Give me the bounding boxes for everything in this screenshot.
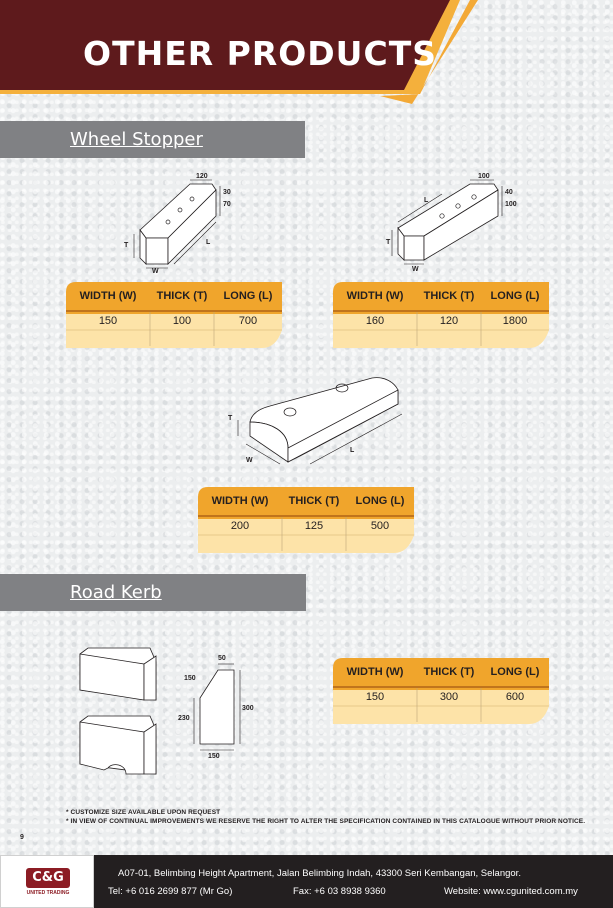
table-row (333, 312, 549, 330)
page-number: 9 (20, 834, 24, 841)
spec-table-4 (333, 654, 549, 724)
dim-w: W (152, 268, 159, 274)
logo-subtitle: UNITED TRADING (26, 890, 70, 896)
dim-w: W (412, 266, 419, 273)
dim-height: 300 (242, 705, 254, 712)
footer-website[interactable]: Website: www.cgunited.com.my (444, 886, 578, 897)
header-width: WIDTH (W) (346, 666, 404, 678)
note-customize: * CUSTOMIZE SIZE AVAILABLE UPON REQUEST (66, 809, 221, 816)
cell-thick: 100 (172, 315, 192, 327)
section-title: Wheel Stopper (70, 129, 203, 150)
table-header-row (333, 283, 549, 309)
note-disclaimer: * IN VIEW OF CONTINUAL IMPROVEMENTS WE RESERVE THE RIGHT TO ALTER THE SPECIFICATION CONTAINED IN THIS CATALOGUE WITHOUT PRIOR NOTICE. (66, 818, 586, 825)
table-header-row (198, 488, 414, 514)
table-row (333, 688, 549, 706)
dim-top: 50 (218, 655, 226, 662)
section-title: Road Kerb (70, 582, 162, 603)
dim-t: T (228, 415, 233, 422)
company-logo: C&G (26, 868, 70, 888)
dim-top: 100 (478, 173, 490, 180)
section-bar-wheel-stopper (0, 121, 305, 158)
header-long: LONG (L) (355, 495, 405, 507)
dim-l: L (424, 197, 429, 204)
header-width: WIDTH (W) (211, 495, 269, 507)
road-kerb-drawing-1 (74, 644, 164, 706)
wheel-stopper-drawing-2 (382, 172, 532, 274)
spec-table-3 (198, 483, 414, 553)
cell-long: 600 (505, 691, 525, 703)
road-kerb-profile (178, 652, 260, 762)
cell-long: 500 (370, 520, 390, 532)
header-thick: THICK (T) (288, 495, 340, 507)
dim-l: L (206, 239, 211, 246)
cell-long: 700 (238, 315, 258, 327)
dim-d2: 70 (223, 201, 231, 208)
header-thick: THICK (T) (423, 666, 475, 678)
cell-width: 200 (230, 520, 250, 532)
header-long: LONG (L) (490, 290, 540, 302)
wheel-stopper-drawing-1 (112, 172, 262, 274)
header-long: LONG (L) (490, 666, 540, 678)
cell-width: 150 (365, 691, 385, 703)
dim-l: L (350, 447, 355, 454)
spec-table-2 (333, 278, 549, 348)
dim-side-top: 150 (184, 675, 196, 682)
spec-table-1 (66, 278, 282, 348)
dim-d1: 30 (223, 189, 231, 196)
table-header-row (66, 283, 282, 309)
table-header-row (333, 659, 549, 685)
cell-thick: 120 (439, 315, 459, 327)
cell-long: 1800 (502, 315, 528, 327)
cell-width: 160 (365, 315, 385, 327)
dim-d1: 40 (505, 189, 513, 196)
table-row (66, 312, 282, 330)
dim-t: T (386, 239, 391, 246)
road-kerb-drawing-2 (74, 712, 164, 778)
section-bar-road-kerb (0, 574, 306, 611)
wheel-stopper-drawing-3 (222, 368, 412, 468)
header-thick: THICK (T) (423, 290, 475, 302)
dim-bottom: 150 (208, 753, 220, 760)
footer-fax: Fax: +6 03 8938 9360 (293, 886, 386, 897)
header-width: WIDTH (W) (79, 290, 137, 302)
footer-tel: Tel: +6 016 2699 877 (Mr Go) (108, 886, 233, 897)
header-width: WIDTH (W) (346, 290, 404, 302)
dim-side-bottom: 230 (178, 715, 190, 722)
cell-thick: 125 (304, 520, 324, 532)
table-row (198, 517, 414, 535)
dim-top: 120 (196, 173, 208, 180)
dim-d2: 100 (505, 201, 517, 208)
header-thick: THICK (T) (156, 290, 208, 302)
cell-width: 150 (98, 315, 118, 327)
dim-w: W (246, 457, 253, 464)
header-long: LONG (L) (223, 290, 273, 302)
dim-t: T (124, 242, 129, 249)
footer-address: A07-01, Belimbing Height Apartment, Jalan Belimbing Indah, 43300 Seri Kembangan, Selangor. (118, 868, 521, 879)
page-title: OTHER PRODUCTS (83, 34, 437, 73)
cell-thick: 300 (439, 691, 459, 703)
